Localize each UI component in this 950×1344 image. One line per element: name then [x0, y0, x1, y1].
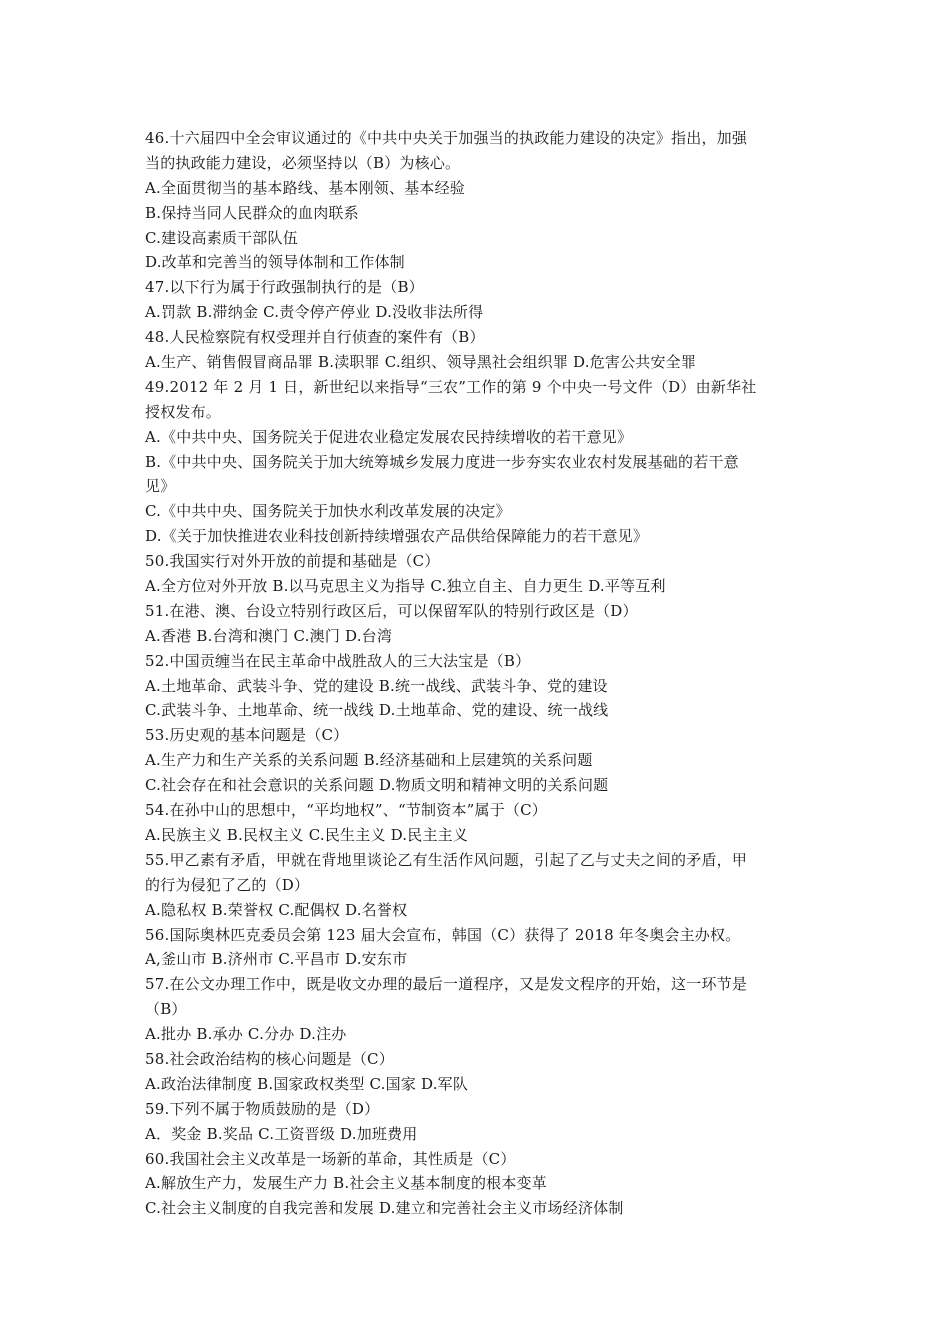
q53-text: 53.历史观的基本问题是（C） [145, 726, 349, 745]
q46-option-d: D.改革和完善当的领导体制和工作体制 [145, 253, 405, 272]
q59-text: 59.下列不属于物质鼓励的是（D） [145, 1099, 380, 1118]
document-page [145, 126, 813, 1221]
q60-options-line-2: C.社会主义制度的自我完善和发展 D.建立和完善社会主义市场经济体制 [145, 1199, 624, 1218]
q56-options: A,釜山市 B.济州市 C.平昌市 D.安东市 [145, 950, 408, 969]
q53-options-line-1: A.生产力和生产关系的关系问题 B.经济基础和上层建筑的关系问题 [145, 751, 593, 770]
q53-options-line-2: C.社会存在和社会意识的关系问题 D.物质文明和精神文明的关系问题 [145, 776, 609, 795]
q47-text: 47.以下行为属于行政强制执行的是（B） [145, 278, 424, 297]
q58-text: 58.社会政治结构的核心问题是（C） [145, 1049, 394, 1068]
q49-option-a: A.《中共中央、国务院关于促进农业稳定发展农民持续增收的若干意见》 [145, 427, 633, 446]
q51-text: 51.在港、澳、台设立特别行政区后，可以保留军队的特别行政区是（D） [145, 601, 638, 620]
q57-text-line-1: 57.在公文办理工作中，既是收文办理的最后一道程序，又是发文程序的开始，这一环节是 [145, 975, 748, 994]
q49-text-line-2: 授权发布。 [145, 402, 222, 421]
q60-text: 60.我国社会主义改革是一场新的革命，其性质是（C） [145, 1149, 516, 1168]
q50-options: A.全方位对外开放 B.以马克思主义为指导 C.独立自主、自力更生 D.平等互利 [145, 577, 666, 596]
q60-options-line-1: A.解放生产力，发展生产力 B.社会主义基本制度的根本变革 [145, 1174, 547, 1193]
q59-options: A．奖金 B.奖品 C.工资晋级 D.加班费用 [145, 1124, 418, 1143]
q57-text-line-2: （B） [145, 1000, 187, 1019]
q49-text-line-1: 49.2012 年 2 月 1 日，新世纪以来指导“三农”工作的第 9 个中央一号文件（D）由新华社 [145, 377, 757, 396]
q46-option-c: C.建设高素质干部队伍 [145, 228, 298, 247]
q49-option-c: C.《中共中央、国务院关于加快水利改革发展的决定》 [145, 502, 511, 521]
q55-text-line-1: 55.甲乙素有矛盾，甲就在背地里谈论乙有生活作风问题，引起了乙与丈夫之间的矛盾，甲 [145, 850, 748, 869]
q46-option-a: A.全面贯彻当的基本路线、基本刚领、基本经验 [145, 178, 466, 197]
q46-option-b: B.保持当同人民群众的血肉联系 [145, 203, 359, 222]
q49-option-b-line-2: 见》 [145, 477, 176, 496]
q49-option-b-line-1: B.《中共中央、国务院关于加大统筹城乡发展力度进一步夯实农业农村发展基础的若干意 [145, 452, 739, 471]
q52-text: 52.中国贡缠当在民主革命中战胜敌人的三大法宝是（B） [145, 651, 531, 670]
q55-options: A.隐私权 B.荣誉权 C.配偶权 D.名誉权 [145, 900, 408, 919]
q48-text: 48.人民检察院有权受理并自行侦查的案件有（B） [145, 328, 485, 347]
q54-text: 54.在孙中山的思想中，“平均地权”、“节制资本”属于（C） [145, 801, 548, 820]
q48-options: A.生产、销售假冒商品罪 B.渎职罪 C.组织、领导黑社会组织罪 D.危害公共安全罪 [145, 353, 697, 372]
q51-options: A.香港 B.台湾和澳门 C.澳门 D.台湾 [145, 626, 393, 645]
q55-text-line-2: 的行为侵犯了乙的（D） [145, 875, 310, 894]
q49-option-d: D.《关于加快推进农业科技创新持续增强农产品供给保障能力的若干意见》 [145, 527, 649, 546]
q52-options-line-1: A.土地革命、武装斗争、党的建设 B.统一战线、武装斗争、党的建设 [145, 676, 608, 695]
q54-options: A.民族主义 B.民权主义 C.民生主义 D.民主主义 [145, 825, 469, 844]
q57-options: A.批办 B.承办 C.分办 D.注办 [145, 1025, 347, 1044]
q58-options: A.政治法律制度 B.国家政权类型 C.国家 D.军队 [145, 1074, 469, 1093]
q56-text: 56.国际奥林匹克委员会第 123 届大会宣布，韩国（C）获得了 2018 年冬奥会主办权。 [145, 925, 741, 944]
q52-options-line-2: C.武装斗争、土地革命、统一战线 D.土地革命、党的建设、统一战线 [145, 701, 609, 720]
q47-options: A.罚款 B.滞纳金 C.责令停产停业 D.没收非法所得 [145, 303, 484, 322]
q46-text-line-1: 46.十六届四中全会审议通过的《中共中央关于加强当的执政能力建设的决定》指出，加强 [145, 129, 748, 147]
q50-text: 50.我国实行对外开放的前提和基础是（C） [145, 552, 440, 571]
q46-text-line-2: 当的执政能力建设，必须坚持以（B）为核心。 [145, 153, 461, 172]
